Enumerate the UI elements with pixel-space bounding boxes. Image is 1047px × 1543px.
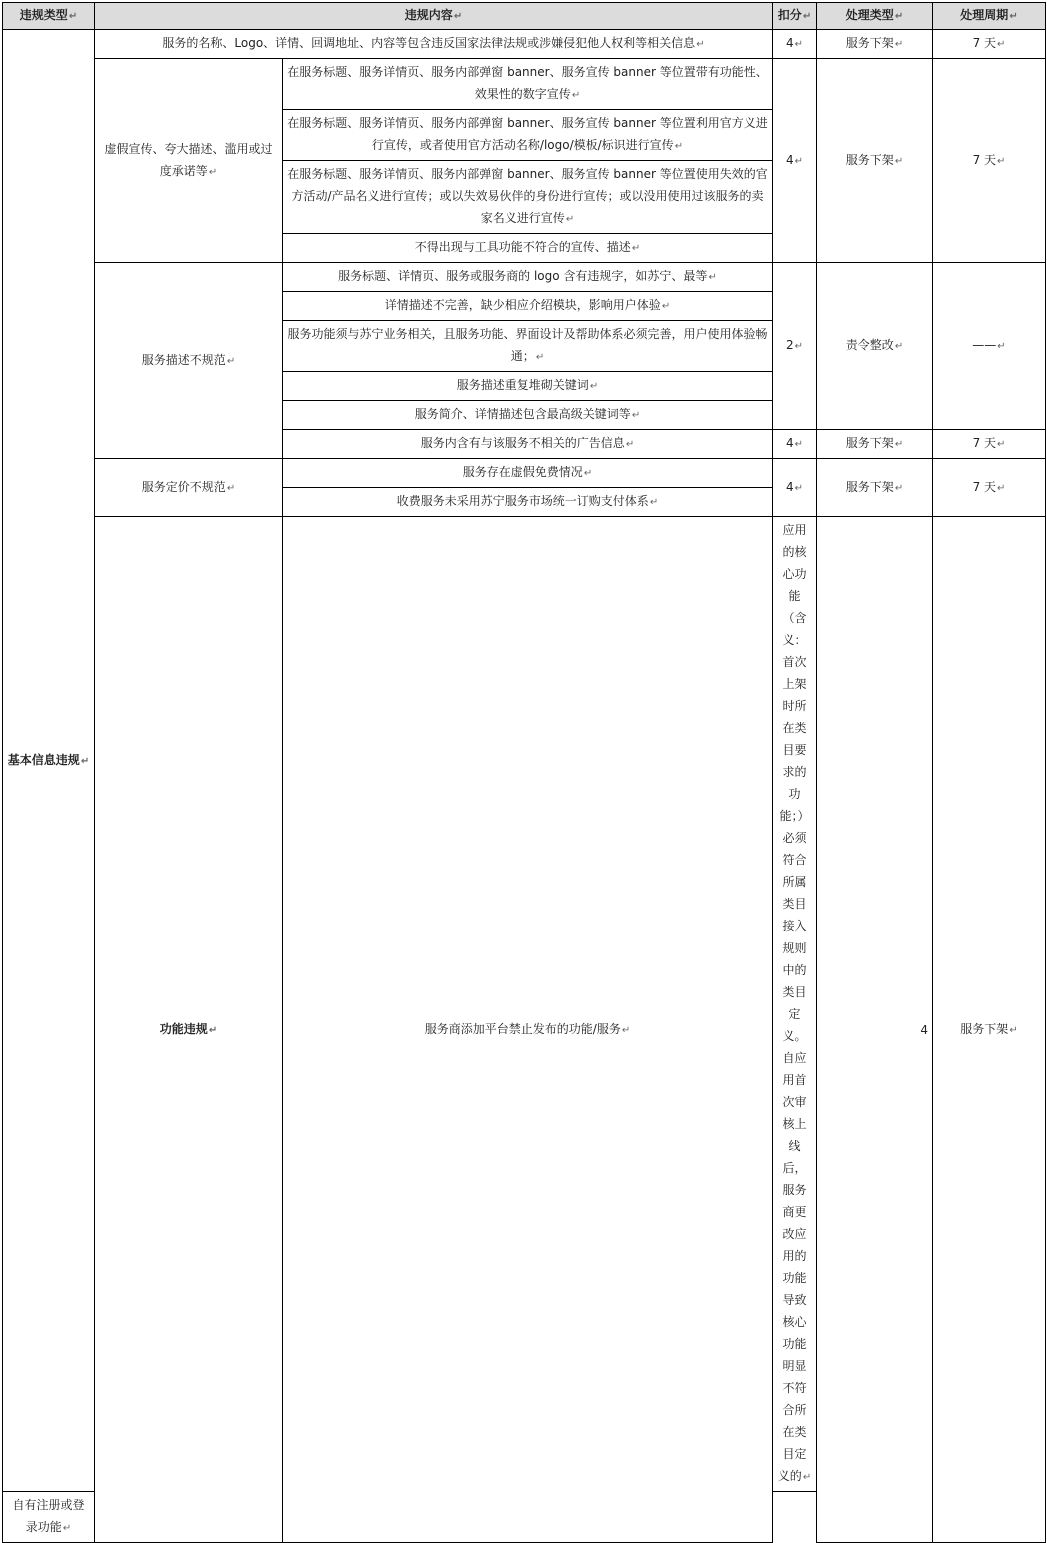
action-cell: 服务下架↵ (817, 430, 933, 459)
action-cell: 责令整改↵ (817, 263, 933, 430)
content-cell: 收费服务未采用苏宁服务市场统一订购支付体系↵ (283, 488, 773, 517)
header-action-type: 处理类型↵ (817, 3, 933, 30)
category-basic-info: 基本信息违规↵ (3, 30, 95, 1492)
points-cell: 4 (817, 517, 933, 1543)
action-cell: 服务下架↵ (817, 459, 933, 517)
header-violation-content: 违规内容↵ (95, 3, 773, 30)
period-cell: 7 天↵ (933, 30, 1046, 59)
period-cell: 7 天↵ (933, 430, 1046, 459)
header-violation-type: 违规类型↵ (3, 3, 95, 30)
period-cell: 7 天↵ (933, 59, 1046, 263)
subcategory-false-advertising: 虚假宣传、夸大描述、滥用或过度承诺等↵ (95, 59, 283, 263)
violation-rules-table (2, 2, 1046, 1543)
header-points: 扣分↵ (773, 3, 817, 30)
points-cell: 4↵ (773, 459, 817, 517)
action-cell: 服务下架↵ (817, 30, 933, 59)
table-header-row (3, 3, 1046, 30)
subcategory-description: 服务描述不规范↵ (95, 263, 283, 459)
table-row (3, 30, 1046, 59)
content-cell: 在服务标题、服务详情页、服务内部弹窗 banner、服务宣传 banner 等位置使用失效的官方活动/产品名义进行宣传；或以失效易伙伴的身份进行宣传；或以没用使用过该服务的卖家名义进行宣传↵ (283, 161, 773, 234)
content-cell: 服务功能须与苏宁业务相关，且服务功能、界面设计及帮助体系必须完善，用户使用体验畅通；↵ (283, 321, 773, 372)
content-cell: 自有注册或登录功能↵ (3, 1492, 95, 1543)
content-cell: 在服务标题、服务详情页、服务内部弹窗 banner、服务宣传 banner 等位置利用官方义进行宣传，或者使用官方活动名称/logo/模板/标识进行宣传↵ (283, 110, 773, 161)
content-cell: 服务的名称、Logo、详情、回调地址、内容等包含违反国家法律法规或涉嫌侵犯他人权利等相关信息↵ (95, 30, 773, 59)
table-row (3, 59, 1046, 110)
content-cell: 服务简介、详情描述包含最高级关键词等↵ (283, 401, 773, 430)
points-cell: 4↵ (773, 59, 817, 263)
content-cell: 详情描述不完善，缺少相应介绍模块，影响用户体验↵ (283, 292, 773, 321)
content-cell: 服务描述重复堆砌关键词↵ (283, 372, 773, 401)
action-cell: 服务下架↵ (933, 517, 1046, 1543)
content-cell: 在服务标题、服务详情页、服务内部弹窗 banner、服务宣传 banner 等位置带有功能性、效果性的数字宣传↵ (283, 59, 773, 110)
subcategory-forbidden-function: 服务商添加平台禁止发布的功能/服务↵ (283, 517, 773, 1543)
content-cell: 服务存在虚假免费情况↵ (283, 459, 773, 488)
content-cell: 服务内含有与该服务不相关的广告信息↵ (283, 430, 773, 459)
points-cell: 4↵ (773, 430, 817, 459)
period-cell: ——↵ (933, 263, 1046, 430)
content-cell: 服务标题、详情页、服务或服务商的 logo 含有违规字，如苏宁、最等↵ (283, 263, 773, 292)
category-function: 功能违规↵ (95, 517, 283, 1543)
points-cell: 4↵ (773, 30, 817, 59)
header-period: 处理周期↵ (933, 3, 1046, 30)
subcategory-pricing: 服务定价不规范↵ (95, 459, 283, 517)
violation-table-container (2, 2, 1046, 1543)
content-cell: 应用的核心功能（含义：首次上架时所在类目要求的功能；）必须符合所属类目接入规则中的类目定义。自应用首次审核上线后，服务商更改应用的功能导致核心功能明显不符合所在类目定义的↵ (773, 517, 817, 1492)
table-row (3, 459, 1046, 488)
content-cell: 不得出现与工具功能不符合的宣传、描述↵ (283, 234, 773, 263)
table-row (3, 517, 1046, 1492)
action-cell: 服务下架↵ (817, 59, 933, 263)
period-cell: 7 天↵ (933, 459, 1046, 517)
points-cell: 2↵ (773, 263, 817, 430)
table-row (3, 263, 1046, 292)
